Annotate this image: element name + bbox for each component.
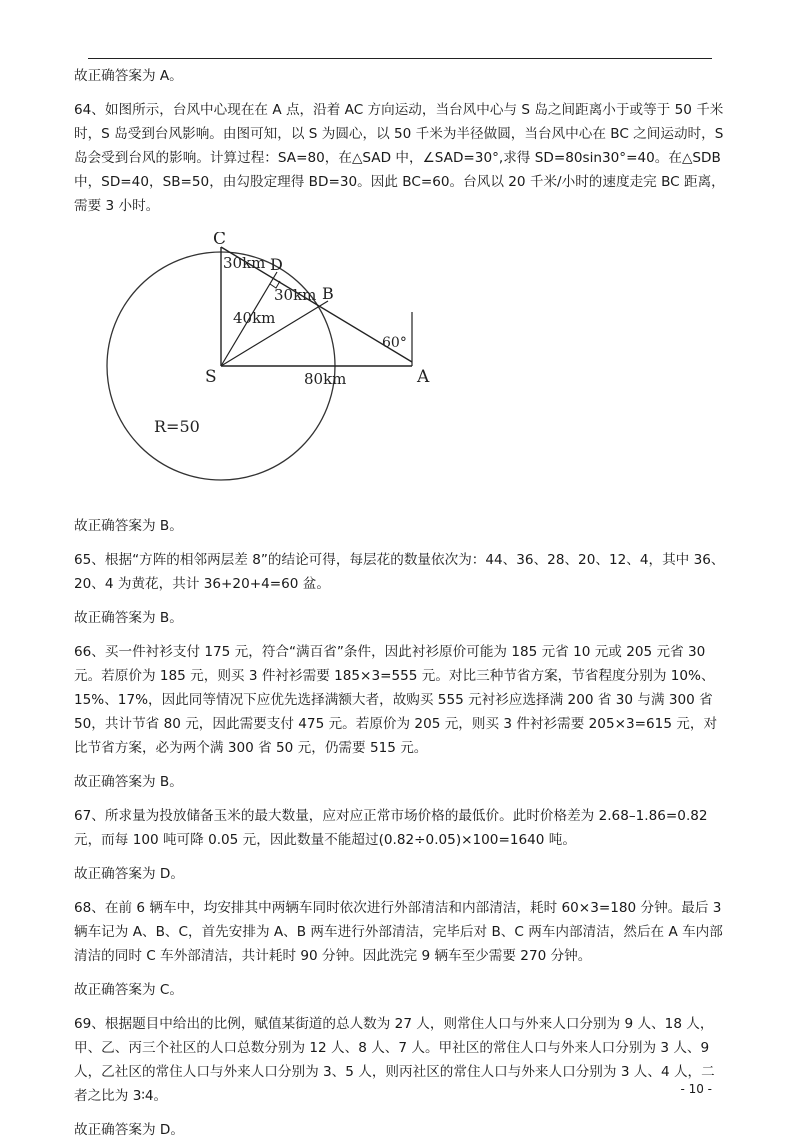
label-sd-length: 40km [233, 309, 276, 327]
label-s: S [205, 367, 217, 387]
answer-65: 故正确答案为 B。 [74, 610, 183, 626]
question-65-solution: 65、根据“方阵的相邻两层差 8”的结论可得，每层花的数量依次为：44、36、28、20、12、4，其中 36、20、4 为黄花，共计 36+20+4=60 盆。 [74, 552, 725, 592]
answer-68: 故正确答案为 C。 [74, 982, 183, 998]
answer-67: 故正确答案为 D。 [74, 866, 184, 882]
answer-64: 故正确答案为 B。 [74, 518, 183, 534]
label-b: B [322, 284, 334, 303]
label-sa-length: 80km [304, 370, 347, 388]
question-64-solution: 64、如图所示，台风中心现在在 A 点，沿着 AC 方向运动，当台风中心与 S 岛之间距离小于或等于 50 千米时，S 岛受到台风影响。由图可知，以 S 为圆心，以 50 千米为半径做圆，当台风中心在 BC 之间运动时，S 岛会受到台风的影响。计算过程：SA=80，在△SAD 中，∠SAD=30°,求得 SD=80sin30°=40。在△SDB 中，SD=40，SB=50，由勾股定理得 BD=30。因此 BC=60。台风以 20 千米/小时的速度走完 BC 距离，需要 3 小时。 [74, 102, 725, 214]
label-d: D [270, 255, 283, 274]
page-number: - 10 - [680, 1082, 712, 1096]
label-radius: R=50 [154, 417, 200, 436]
label-c: C [213, 232, 227, 249]
answer-66: 故正确答案为 B。 [74, 774, 183, 790]
header-rule [88, 58, 712, 59]
question-69-solution: 69、根据题目中给出的比例，赋值某街道的总人数为 27 人，则常住人口与外来人口分别为 9 人、18 人，甲、乙、丙三个社区的人口总数分别为 12 人、8 人、7 人。甲社区的常住人口与外来人口分别为 3 人、9 人，乙社区的常住人口与外来人口分别为 3、5 人，则丙社区的常住人口与外来人口分别为 3 人、4 人，二者之比为 3∶4。 [74, 1016, 715, 1104]
question-66-solution: 66、买一件衬衫支付 175 元，符合“满百省”条件，因此衬衫原价可能为 185 元省 10 元或 205 元省 30 元。若原价为 185 元，则买 3 件衬衫需要 185×3=555 元。对比三种节省方案，节省程度分别为 10%、15%、17%，因此同等情况下应优先选择满额大者，故购买 555 元衬衫应选择满 200 省 30 与满 300 省 50，共计节省 80 元，因此需要支付 475 元。若原价为 205 元，则买 3 件衬衫需要 205×3=615 元，对比节省方案，必为两个满 300 省 50 元，仍需要 515 元。 [74, 644, 718, 756]
question-68-solution: 68、在前 6 辆车中，均安排其中两辆车同时依次进行外部清洁和内部清洁，耗时 60×3=180 分钟。最后 3 辆车记为 A、B、C，首先安排为 A、B 两车进行外部清洁，完毕后对 B、C 两车内部清洁，然后在 A 车内部清洁的同时 C 车外部清洁，共计耗时 90 分钟。因此洗完 9 辆车至少需要 270 分钟。 [74, 900, 723, 964]
label-db-length: 30km [274, 286, 317, 304]
question-67-solution: 67、所求量为投放储备玉米的最大数量，应对应正常市场价格的最低价。此时价格差为 2.68–1.86=0.82 元，而每 100 吨可降 0.05 元，因此数量不能超过(0.82÷0.05)×100=1640 吨。 [74, 808, 708, 848]
label-cd-length: 30km [223, 254, 266, 272]
answer-63: 故正确答案为 A。 [74, 68, 183, 84]
label-angle: 60° [382, 335, 407, 351]
typhoon-diagram-svg [74, 232, 726, 502]
answer-69: 故正确答案为 D。 [74, 1122, 184, 1138]
page-content [74, 64, 726, 1142]
label-a: A [417, 367, 430, 387]
typhoon-diagram [74, 232, 726, 502]
